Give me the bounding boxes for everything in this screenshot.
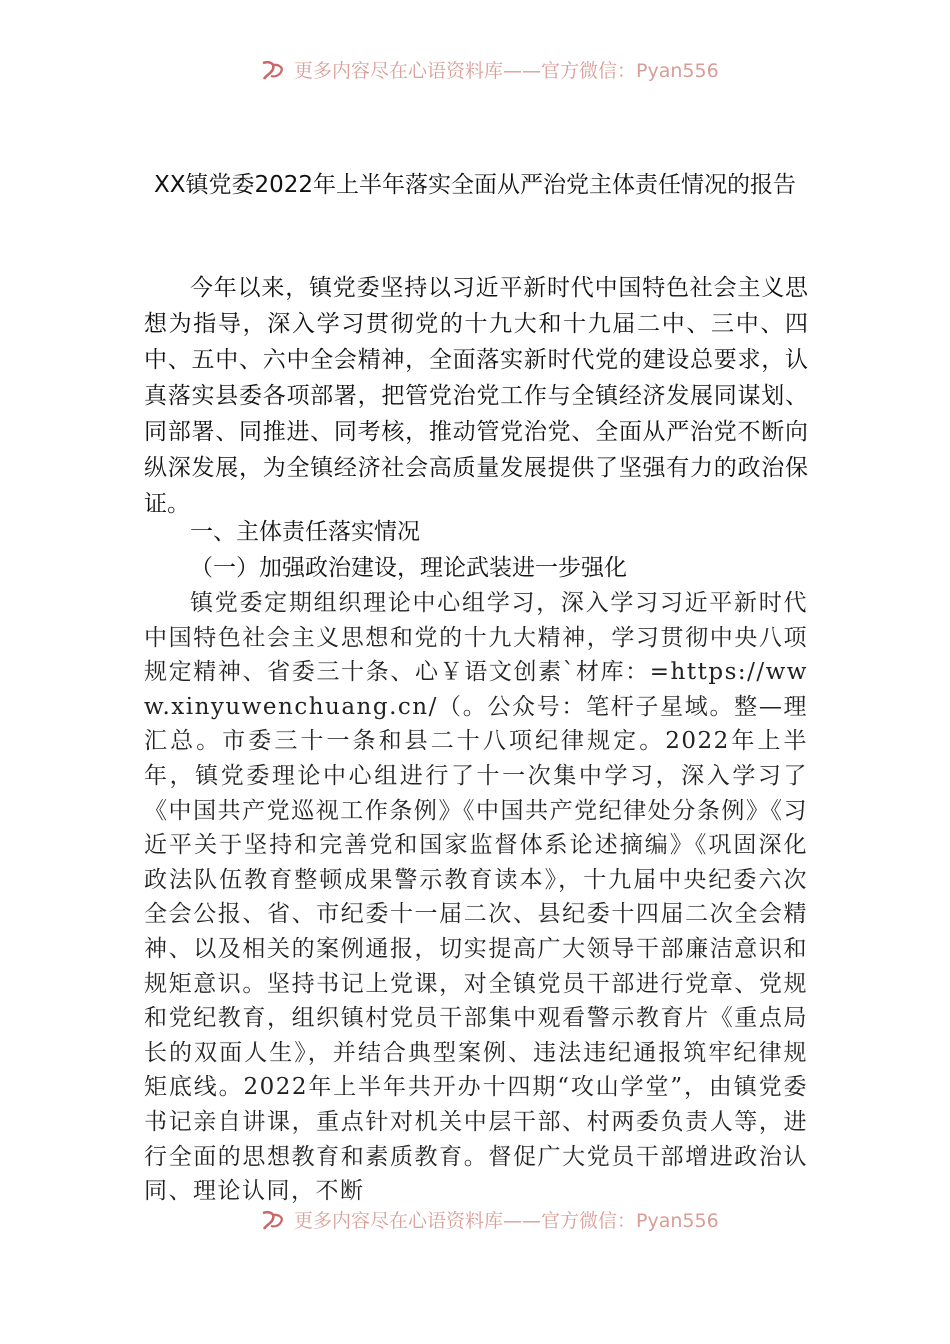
document-title: XX镇党委2022年上半年落实全面从严治党主体责任情况的报告 <box>153 172 797 198</box>
body-paragraph: 镇党委定期组织理论中心组学习，深入学习习近平新时代中国特色社会主义思想和党的十九大精神，学习贯彻中央八项规定精神、省委三十条、心￥语文创素`材库：=https://www.xinyuwenchuang.cn/（。公众号：笔杆子星域。整—理汇总。市委三十一条和县二十八项纪律规定。2022年上半年，镇党委理论中心组进行了十一次集中学习，深入学习了《中国共产党巡视工作条例》《中国共产党纪律处分条例》《习近平关于坚持和完善党和国家监督体系论述摘编》《巩固深化政法队伍教育整顿成果警示教育读本》，十九届中央纪委六次全会公报、省、市纪委十一届二次、县纪委十四届二次全会精神、以及相关的案例通报，切实提高广大领导干部廉洁意识和规矩意识。坚持书记上党课，对全镇党员干部进行党章、党规和党纪教育，组织镇村党员干部集中观看警示教育片《重点局长的双面人生》，并结合典型案例、违法违纪通报筑牢纪律规矩底线。2022年上半年共开办十四期“攻山学堂”，由镇党委书记亲自讲课，重点针对机关中层干部、村两委负责人等，进行全面的思想教育和素质教育。督促广大党员干部增进政治认同、理论认同，不断 <box>144 590 808 1205</box>
intro-paragraph: 今年以来，镇党委坚持以习近平新时代中国特色社会主义思想为指导，深入学习贯彻党的十九大和十九届二中、三中、四中、五中、六中全会精神，全面落实新时代党的建设总要求，认真落实县委各项部署，把管党治党工作与全镇经济发展同谋划、同部署、同推进、同考核，推动管党治党、全面从严治党不断向纵深发展，为全镇经济社会高质量发展提供了坚强有力的政治保证。 <box>144 275 808 517</box>
section-heading: 一、主体责任落实情况 <box>190 519 420 545</box>
watermark-text: 更多内容尽在心语资料库——官方微信：Pyan556 <box>294 1210 719 1232</box>
watermark-header <box>260 56 719 83</box>
watermark-text: 更多内容尽在心语资料库——官方微信：Pyan556 <box>294 60 719 82</box>
subsection-heading: （一）加强政治建设，理论武装进一步强化 <box>190 555 627 581</box>
watermark-logo-icon <box>260 1209 286 1231</box>
watermark-footer <box>260 1206 719 1233</box>
watermark-logo-icon <box>260 59 286 81</box>
